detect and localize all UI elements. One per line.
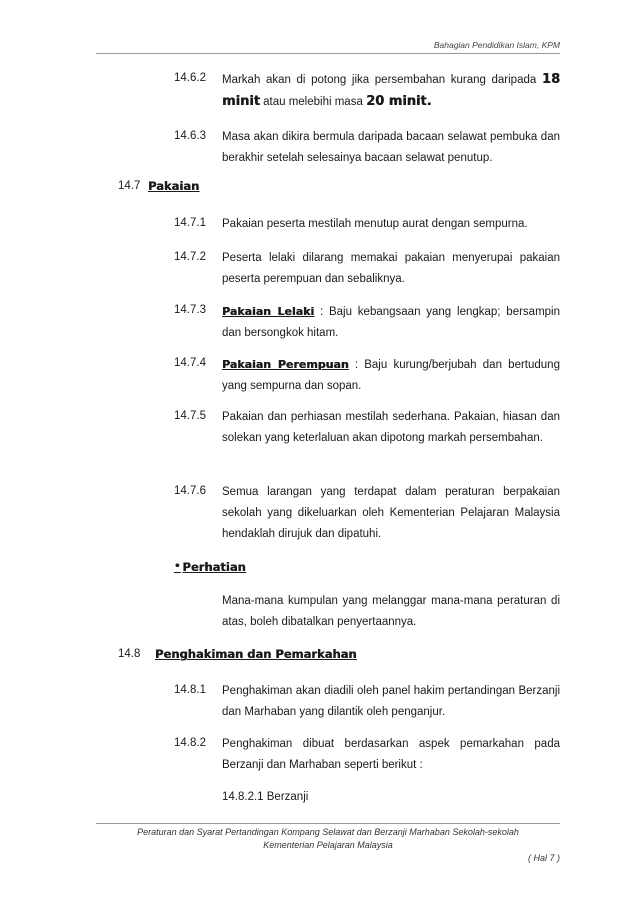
item-emphasis: 18 minit (222, 72, 560, 109)
sub-item: 14.8.2.1 Berzanji (222, 791, 309, 803)
footer-divider (96, 823, 560, 824)
footer-line-2: Kementerian Pelajaran Malaysia (263, 840, 393, 850)
item-text (222, 69, 560, 113)
item-text-rest: : Baju kebangsaan yang lengkap; bersampin dan bersongkok hitam. (222, 306, 560, 339)
header-divider (96, 53, 560, 54)
item-number: 14.6.2 (174, 72, 206, 84)
item-text-pre: Markah akan di potong jika persembahan kurang daripada (222, 74, 542, 86)
bullet-icon: • (174, 561, 181, 572)
item-text: Penghakiman akan diadili oleh panel hakim pertandingan Berzanji dan Marhaban yang dilantik oleh penganjur. (222, 685, 560, 718)
item-number: 14.7.6 (174, 485, 206, 497)
item-text: Pakaian peserta mestilah menutup aurat dengan sempurna. (222, 218, 528, 230)
item-label: Pakaian Lelaki (222, 305, 315, 318)
item-text: Semua larangan yang terdapat dalam peraturan berpakaian sekolah yang dikeluarkan oleh Kementerian Pelajaran Malaysia hendaklah dirujuk dan dipatuhi. (222, 486, 560, 540)
item-text (222, 354, 560, 397)
item-number: 14.7.3 (174, 304, 206, 316)
item-text (222, 301, 560, 344)
footer-line-1: Peraturan dan Syarat Pertandingan Kompang Selawat dan Berzanji Marhaban Sekolah-sekolah (137, 827, 519, 837)
item-number: 14.6.3 (174, 130, 206, 142)
item-text-rest: : Baju kurung/berjubah dan bertudung yang sempurna dan sopan. (222, 359, 560, 392)
item-label: Pakaian Perempuan (222, 358, 349, 371)
header-text: Bahagian Pendidikan Islam, KPM (433, 40, 560, 50)
section-number: 14.7 (118, 180, 141, 192)
item-number: 14.7.2 (174, 251, 206, 263)
note-text: Mana-mana kumpulan yang melanggar mana-mana peraturan di atas, boleh dibatalkan penyertaannya. (222, 595, 560, 628)
item-text: Pakaian dan perhiasan mestilah sederhana. Pakaian, hiasan dan solekan yang keterlaluan akan dipotong markah persembahan. (222, 411, 560, 444)
item-text-mid: atau melebihi masa (259, 96, 367, 108)
item-number: 14.7.5 (174, 410, 206, 422)
item-text: Masa akan dikira bermula daripada bacaan selawat pembuka dan berakhir setelah selesainya bacaan selawat penutup. (222, 131, 560, 164)
note-title: Perhatian (182, 560, 246, 574)
item-number: 14.7.1 (174, 217, 206, 229)
section-title: Penghakiman dan Pemarkahan (155, 647, 357, 661)
item-text: Penghakiman dibuat berdasarkan aspek pemarkahan pada Berzanji dan Marhaban seperti berikut : (222, 738, 560, 771)
item-number: 14.8.1 (174, 684, 206, 696)
item-number: 14.8.2 (174, 737, 206, 749)
note-heading (174, 560, 246, 574)
item-number: 14.7.4 (174, 357, 206, 369)
section-title: Pakaian (148, 179, 200, 193)
page-number: ( Hal 7 ) (527, 853, 560, 863)
section-number: 14.8 (118, 648, 141, 660)
item-text: Peserta lelaki dilarang memakai pakaian menyerupai pakaian peserta perempuan dan sebaliknya. (222, 252, 560, 285)
item-emphasis: 20 minit. (366, 94, 432, 109)
